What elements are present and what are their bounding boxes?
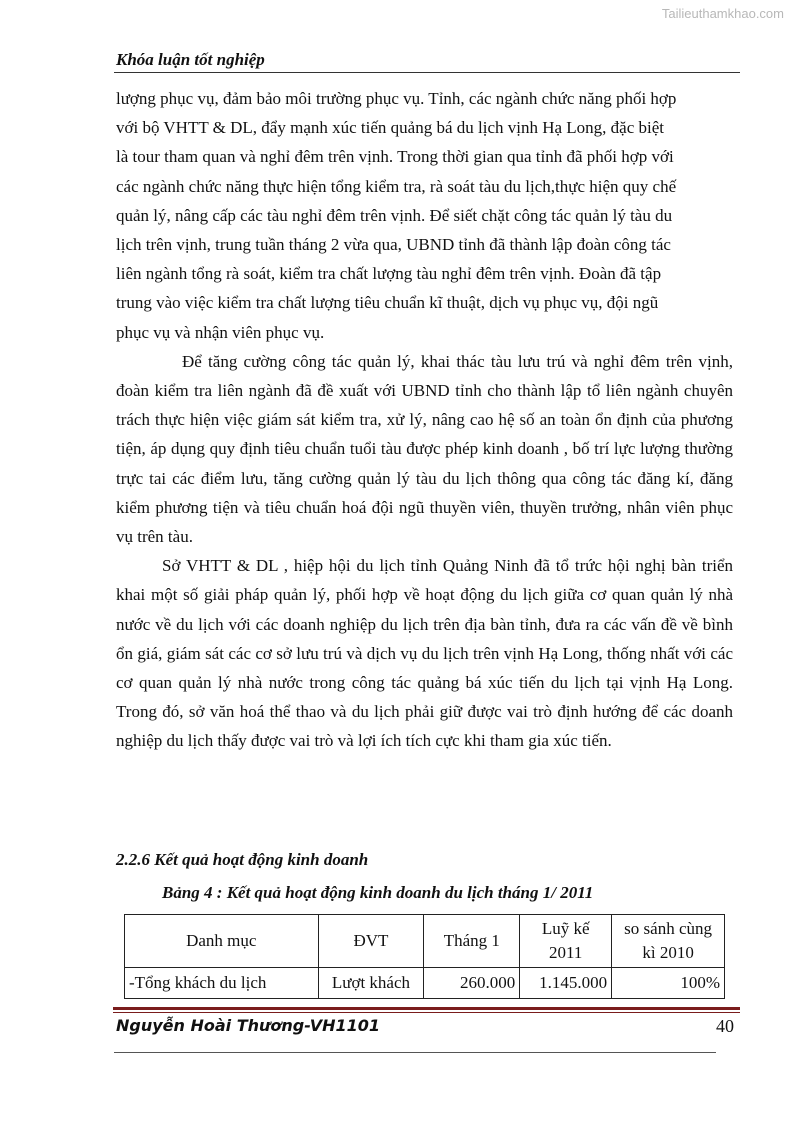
- table-header-cell: so sánh cùng kì 2010: [612, 915, 725, 968]
- body-text: [116, 84, 733, 756]
- table-cell: Lượt khách: [318, 968, 424, 999]
- watermark: Tailieuthamkhao.com: [661, 6, 784, 21]
- bottom-divider: [114, 1052, 716, 1053]
- table-cell: -Tổng khách du lịch: [125, 968, 319, 999]
- document-header-title: Khóa luận tốt nghiệp: [116, 50, 265, 69]
- text-line: trung vào việc kiểm tra chất lượng tiêu chuẩn kĩ thuật, dịch vụ phục vụ, đội ngũ: [116, 293, 659, 313]
- table-cell: 100%: [612, 968, 725, 999]
- footer-divider-thick: [113, 1007, 740, 1010]
- text-line: lịch trên vịnh, trung tuần tháng 2 vừa qua, UBND tỉnh đã thành lập đoàn công tác: [116, 235, 671, 255]
- paragraph-3: Sở VHTT & DL , hiệp hội du lịch tỉnh Quảng Ninh đã tổ trức hội nghị bàn triển khai một số giải pháp quản lý, phối hợp về hoạt động du lịch giữa cơ quan quản lý nhà nước về du lịch với các doanh nghiệp du lịch trên địa bàn tỉnh, đưa ra các vấn đề về bình ổn giá, giám sát các cơ sở lưu trú và dịch vụ du lịch trên vịnh Hạ Long, thống nhất với các cơ quan quản lý nhà nước trong công tác quảng bá xúc tiến du lịch tại vịnh Hạ Long. Trong đó, sở văn hoá thể thao và du lịch phải giữ được vai trò định hướng để các doanh nghiệp du lịch thấy được vai trò và lợi ích tích cực khi tham gia xúc tiến.: [116, 556, 733, 751]
- text-line: với bộ VHTT & DL, đẩy mạnh xúc tiến quảng bá du lịch vịnh Hạ Long, đặc biệt: [116, 118, 665, 138]
- table-cell: 260.000: [424, 968, 520, 999]
- text-line: liên ngành tổng rà soát, kiểm tra chất lượng tàu nghỉ đêm trên vịnh. Đoàn đã tập: [116, 264, 662, 284]
- header-divider: [114, 72, 740, 73]
- footer-divider-thin: [113, 1012, 740, 1013]
- table-header-cell: Danh mục: [125, 915, 319, 968]
- page-number: 40: [716, 1016, 734, 1036]
- results-table: [124, 914, 725, 999]
- footer-author: Nguyễn Hoài Thương-VH1101: [116, 1016, 381, 1035]
- section-heading: 2.2.6 Kết quả hoạt động kinh doanh: [116, 850, 369, 869]
- table-cell: 1.145.000: [520, 968, 612, 999]
- text-line: lượng phục vụ, đảm bảo môi trường phục vụ. Tỉnh, các ngành chức năng phối hợp: [116, 89, 677, 108]
- table-header-cell: Tháng 1: [424, 915, 520, 968]
- text-line: các ngành chức năng thực hiện tổng kiểm tra, rà soát tàu du lịch,thực hiện quy chế: [116, 176, 677, 196]
- paragraph-2: Để tăng cường công tác quản lý, khai thác tàu lưu trú và nghỉ đêm trên vịnh, đoàn kiểm tra liên ngành đã đề xuất với UBND tỉnh cho thành lập tổ liên ngành chuyên trách thực hiện việc giám sát kiểm tra, xử lý, nâng cao hệ số an toàn ổn định của phương tiện, áp dụng quy định tiêu chuẩn tuổi tàu được phép kinh doanh , bố trí lực lượng thường trực tai các điểm lưu, tăng cường quản lý tàu du lịch thông qua công tác đăng kí, đăng kiểm phương tiện và tiêu chuẩn hoá đội ngũ thuyền viên, thuyền trưởng, nhân viên phục vụ trên tàu.: [116, 351, 733, 547]
- table-header-row: [125, 915, 725, 968]
- table-caption: Bảng 4 : Kết quả hoạt động kinh doanh du lịch tháng 1/ 2011: [162, 883, 594, 902]
- text-line: là tour tham quan và nghỉ đêm trên vịnh. Trong thời gian qua tỉnh đã phối hợp với: [116, 147, 674, 167]
- paragraph-1: [116, 84, 733, 347]
- table-row: [125, 968, 725, 999]
- text-line: phục vụ và nhận viên phục vụ.: [116, 322, 325, 342]
- text-line: quản lý, nâng cấp các tàu nghỉ đêm trên vịnh. Để siết chặt công tác quản lý tàu du: [116, 205, 673, 225]
- table-header-cell: Luỹ kế 2011: [520, 915, 612, 968]
- table-header-cell: ĐVT: [318, 915, 424, 968]
